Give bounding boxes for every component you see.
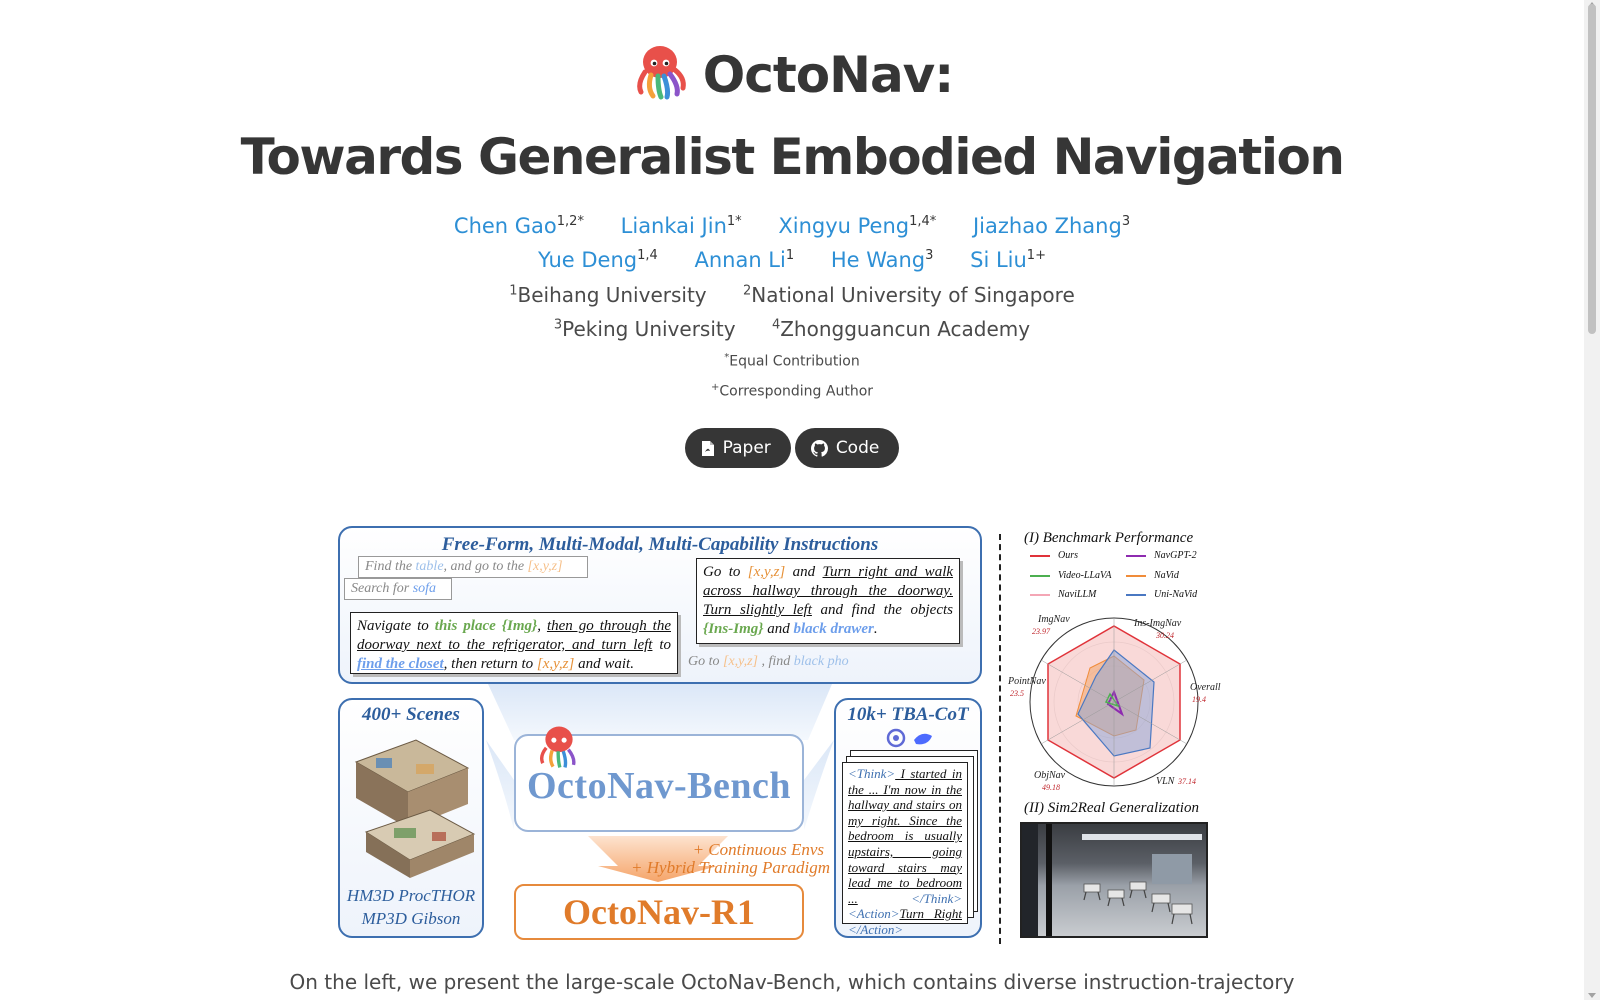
scrollbar-thumb[interactable] (1588, 4, 1596, 334)
authors-row-2 (0, 248, 1584, 272)
figure-caption: On the left, we present the large-scale OctoNav-Bench, which contains diverse instruction-trajectory (289, 970, 1295, 994)
author-link-jiazhao-zhang[interactable]: Jiazhao Zhang$^3$ (972, 214, 1131, 238)
cot-title: 10k+ TBA-CoT (847, 704, 969, 725)
octonav-r1-box (514, 884, 804, 940)
affiliation-peking: $^3$Peking University (553, 317, 736, 341)
code-button[interactable]: Code (795, 428, 900, 468)
ghost-instruction-2: Search for sofa (344, 578, 452, 600)
affiliations-row-2 (0, 317, 1584, 341)
instructions-panel (338, 526, 982, 684)
axis-label-vln: VLN (1156, 776, 1175, 787)
github-icon (811, 440, 828, 457)
plus-continuous-envs: + Continuous Envs (692, 840, 824, 859)
scrollbar[interactable] (1584, 0, 1600, 1000)
page-subtitle: Towards Generalist Embodied Navigation (240, 128, 1344, 186)
affiliation-zhongguancun: $^4$Zhongguancun Academy (771, 317, 1031, 341)
axis-value-imgnav: 23.97 (1032, 627, 1050, 636)
figure-divider (999, 534, 1001, 944)
plus-hybrid-training: + Hybrid Training Paradigm (631, 858, 830, 877)
axis-label-objnav: ObjNav (1034, 770, 1066, 781)
author-link-si-liu[interactable]: Si Liu$^{1+}$ (970, 248, 1046, 272)
sim2real-title: (II) Sim2Real Generalization (1024, 800, 1199, 816)
author-link-xingyu-peng[interactable]: Xingyu Peng$^{1,4*}$ (778, 214, 937, 238)
axis-label-ins-imgnav: Ins-ImgNav (1134, 618, 1182, 629)
cot-example-card: <Think> I started in the ... I'm now in the hallway and stairs on my right. Since the bedroom is usually upstairs, going toward stairs may lead me to bedroom ... </Think> <Action>Turn Right </Action> (842, 762, 968, 924)
bench-label: OctoNav-Bench (526, 765, 792, 807)
r1-label: OctoNav-R1 (563, 892, 755, 932)
axis-label-overall: Overall (1190, 682, 1221, 693)
legend-navgpt2: NavGPT-2 (1126, 550, 1197, 561)
legend-uni-navid: Uni-NaVid (1126, 589, 1197, 600)
axis-label-imgnav: ImgNav (1038, 614, 1070, 625)
ghost-instruction-1: Find the table, and go to the [x,y,z] (358, 556, 588, 578)
axis-value-vln: 37.14 (1178, 777, 1196, 786)
affiliation-beihang: $^1$Beihang University (509, 283, 707, 307)
sim2real-photo (1020, 822, 1208, 938)
link-buttons (0, 428, 1584, 468)
affiliation-nus: $^2$National University of Singapore (743, 283, 1075, 307)
scene-renders-graphic (346, 732, 478, 882)
benchmark-performance-title: (I) Benchmark Performance (1024, 530, 1194, 546)
authors-row-1 (0, 214, 1584, 238)
legend-navid: NaVid (1126, 570, 1179, 581)
equal-contribution-note: *Equal Contribution (724, 352, 860, 370)
scene-datasets: HM3D ProcTHOR MP3D Gibson (346, 886, 476, 928)
instructions-title: Free-Form, Multi-Modal, Multi-Capability Instructions (441, 534, 879, 555)
title-octonav: OctoNav: (702, 46, 954, 104)
scroll-down-arrow-icon[interactable] (1588, 993, 1596, 998)
axis-value-overall: 19.4 (1192, 695, 1206, 704)
tba-cot-panel (834, 698, 982, 938)
robot-dogs-scene-graphic (1022, 824, 1208, 938)
axis-label-pointnav: PointNav (1008, 676, 1046, 687)
scenes-title: 400+ Scenes (362, 704, 460, 725)
legend-navillm: NaviLLM (1030, 589, 1096, 600)
scenes-panel (338, 698, 484, 938)
affiliations-row-1 (0, 283, 1584, 307)
author-link-he-wang[interactable]: He Wang$^3$ (830, 248, 934, 272)
instruction-card-2: Go to [x,y,z] and Turn right and walk across hallway through the doorway. Turn slightly left and find the objects {Ins-Img} and black drawer. (696, 558, 960, 644)
author-link-annan-li[interactable]: Annan Li$^1$ (694, 248, 795, 272)
axis-value-objnav: 49.18 (1042, 783, 1060, 792)
octonav-bench-box (514, 734, 804, 832)
page-title (0, 42, 1584, 112)
author-link-liankai-jin[interactable]: Liankai Jin$^{1*}$ (620, 214, 742, 238)
legend-video-llava: Video-LLaVA (1030, 570, 1112, 581)
instruction-card-1: Navigate to this place {Img}, then go through the doorway next to the refrigerator, and turn left to find the closet, then return to [x,y,z] and wait. (350, 612, 678, 674)
radar-chart (1004, 606, 1230, 796)
corresponding-author-note: +Corresponding Author (710, 382, 874, 400)
author-link-yue-deng[interactable]: Yue Deng$^{1,4}$ (538, 248, 658, 272)
pdf-file-icon (701, 440, 715, 457)
teaser-figure (338, 530, 1248, 960)
ghost-instruction-3: Go to [x,y,z] , find black pho (688, 654, 849, 669)
axis-value-ins-imgnav: 30.24 (1156, 631, 1174, 640)
axis-value-pointnav: 23.5 (1010, 689, 1024, 698)
octopus-icon (631, 42, 689, 112)
legend-ours: Ours (1030, 550, 1078, 561)
author-link-chen-gao[interactable]: Chen Gao$^{1,2*}$ (453, 214, 584, 238)
paper-button[interactable]: Paper (685, 428, 791, 468)
